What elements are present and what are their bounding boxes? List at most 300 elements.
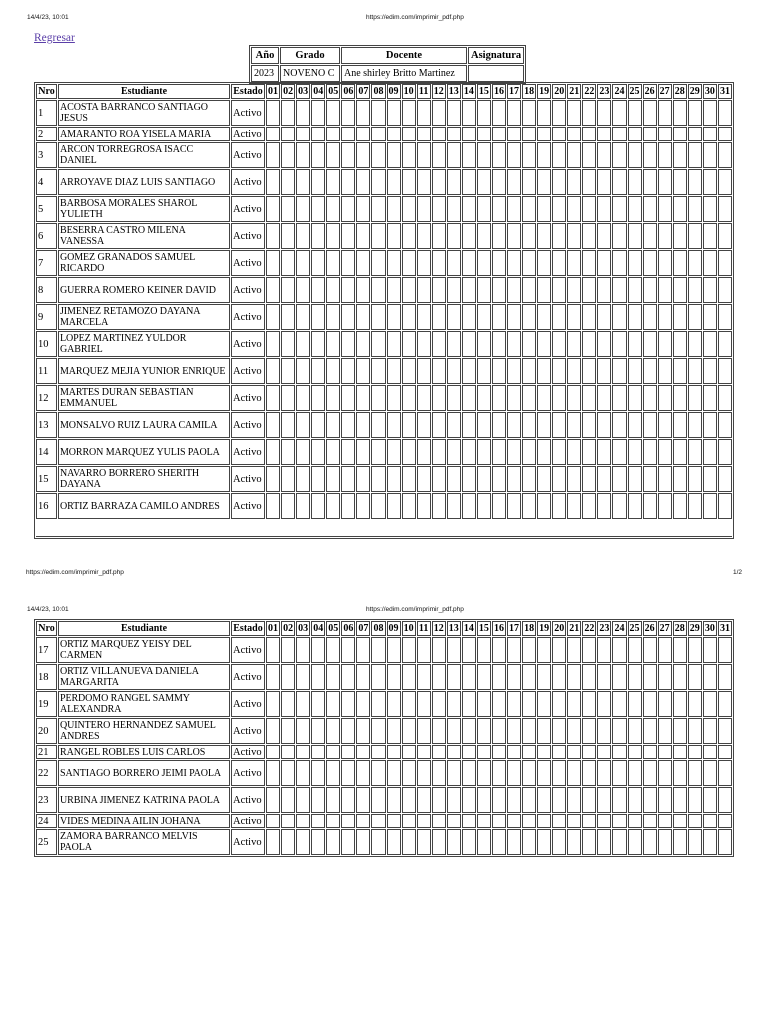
student-name: BARBOSA MORALES SHAROL YULIETH xyxy=(58,196,230,222)
attendance-cell xyxy=(703,829,717,855)
attendance-cell xyxy=(537,412,551,438)
attendance-cell xyxy=(281,439,295,465)
day-header: 25 xyxy=(628,621,642,636)
attendance-cell xyxy=(462,277,476,303)
attendance-cell xyxy=(281,127,295,141)
attendance-cell xyxy=(266,493,280,519)
page-number: 1/2 xyxy=(732,569,742,576)
student-name: ARCON TORREGROSA ISACC DANIEL xyxy=(58,142,230,168)
student-status: Activo xyxy=(231,745,265,759)
table-row xyxy=(36,358,732,384)
attendance-cell xyxy=(567,637,581,663)
attendance-cell xyxy=(628,439,642,465)
attendance-cell xyxy=(356,127,370,141)
attendance-cell xyxy=(718,493,732,519)
attendance-cell xyxy=(341,691,355,717)
attendance-cell xyxy=(522,829,536,855)
student-name: JIMENEZ RETAMOZO DAYANA MARCELA xyxy=(58,304,230,330)
header-row xyxy=(36,84,732,99)
row-number: 14 xyxy=(36,439,57,465)
attendance-cell xyxy=(552,760,566,786)
attendance-cell xyxy=(371,829,385,855)
attendance-cell xyxy=(522,169,536,195)
attendance-cell xyxy=(477,277,491,303)
attendance-cell xyxy=(447,637,461,663)
attendance-cell xyxy=(673,250,687,276)
attendance-cell xyxy=(281,760,295,786)
attendance-cell xyxy=(266,358,280,384)
attendance-cell xyxy=(432,787,446,813)
attendance-cell xyxy=(552,637,566,663)
attendance-cell xyxy=(628,829,642,855)
attendance-cell xyxy=(628,250,642,276)
attendance-cell xyxy=(582,358,596,384)
attendance-cell xyxy=(537,196,551,222)
attendance-cell xyxy=(688,829,702,855)
attendance-cell xyxy=(628,223,642,249)
attendance-cell xyxy=(552,127,566,141)
student-header: Estudiante xyxy=(58,84,230,99)
attendance-cell xyxy=(447,829,461,855)
attendance-cell xyxy=(371,439,385,465)
attendance-cell xyxy=(341,718,355,744)
attendance-table-page-1 xyxy=(34,82,734,539)
row-number: 7 xyxy=(36,250,57,276)
attendance-cell xyxy=(567,169,581,195)
attendance-cell xyxy=(492,385,506,411)
attendance-cell xyxy=(688,250,702,276)
attendance-cell xyxy=(658,664,672,690)
attendance-cell xyxy=(447,760,461,786)
row-number: 2 xyxy=(36,127,57,141)
attendance-cell xyxy=(462,250,476,276)
attendance-cell xyxy=(673,637,687,663)
attendance-cell xyxy=(688,127,702,141)
attendance-cell xyxy=(341,223,355,249)
attendance-cell xyxy=(673,787,687,813)
nro-header: Nro xyxy=(36,621,57,636)
attendance-cell xyxy=(643,277,657,303)
attendance-cell xyxy=(432,829,446,855)
attendance-cell xyxy=(477,760,491,786)
attendance-cell xyxy=(597,385,611,411)
attendance-cell xyxy=(567,493,581,519)
attendance-cell xyxy=(643,412,657,438)
attendance-cell xyxy=(507,304,521,330)
attendance-cell xyxy=(311,466,325,492)
attendance-cell xyxy=(447,142,461,168)
attendance-cell xyxy=(658,142,672,168)
attendance-cell xyxy=(688,412,702,438)
table-row xyxy=(36,127,732,141)
page-header xyxy=(0,14,768,26)
attendance-cell xyxy=(326,127,340,141)
attendance-cell xyxy=(402,169,416,195)
attendance-cell xyxy=(402,787,416,813)
attendance-cell xyxy=(612,277,626,303)
attendance-cell xyxy=(492,493,506,519)
row-number: 5 xyxy=(36,196,57,222)
student-name: MARQUEZ MEJIA YUNIOR ENRIQUE xyxy=(58,358,230,384)
attendance-cell xyxy=(552,100,566,126)
attendance-cell xyxy=(537,745,551,759)
attendance-cell xyxy=(296,331,310,357)
attendance-cell xyxy=(447,169,461,195)
attendance-cell xyxy=(266,466,280,492)
table-row xyxy=(36,691,732,717)
day-header: 31 xyxy=(718,84,732,99)
day-header: 26 xyxy=(643,621,657,636)
day-header: 02 xyxy=(281,621,295,636)
attendance-cell xyxy=(477,745,491,759)
attendance-cell xyxy=(402,304,416,330)
student-status: Activo xyxy=(231,664,265,690)
student-status: Activo xyxy=(231,127,265,141)
attendance-cell xyxy=(582,142,596,168)
attendance-cell xyxy=(718,439,732,465)
attendance-cell xyxy=(658,787,672,813)
attendance-cell xyxy=(281,358,295,384)
attendance-cell xyxy=(522,718,536,744)
attendance-cell xyxy=(703,385,717,411)
attendance-cell xyxy=(522,100,536,126)
student-name: ARROYAVE DIAZ LUIS SANTIAGO xyxy=(58,169,230,195)
attendance-cell xyxy=(658,466,672,492)
student-name: MORRON MARQUEZ YULIS PAOLA xyxy=(58,439,230,465)
attendance-cell xyxy=(658,439,672,465)
attendance-cell xyxy=(567,691,581,717)
attendance-cell xyxy=(673,664,687,690)
row-number: 8 xyxy=(36,277,57,303)
attendance-cell xyxy=(341,787,355,813)
attendance-cell xyxy=(703,250,717,276)
day-header: 19 xyxy=(537,84,551,99)
attendance-cell xyxy=(296,760,310,786)
day-header: 07 xyxy=(356,84,370,99)
attendance-cell xyxy=(567,250,581,276)
attendance-cell xyxy=(281,223,295,249)
attendance-cell xyxy=(281,664,295,690)
attendance-cell xyxy=(326,169,340,195)
attendance-cell xyxy=(387,760,401,786)
attendance-cell xyxy=(718,304,732,330)
attendance-cell xyxy=(402,637,416,663)
attendance-cell xyxy=(266,331,280,357)
attendance-cell xyxy=(537,127,551,141)
nro-header: Nro xyxy=(36,84,57,99)
day-header: 24 xyxy=(612,84,626,99)
attendance-cell xyxy=(311,127,325,141)
attendance-cell xyxy=(296,664,310,690)
day-header: 17 xyxy=(507,621,521,636)
status-header: Estado xyxy=(231,621,265,636)
attendance-cell xyxy=(552,466,566,492)
attendance-cell xyxy=(673,304,687,330)
attendance-cell xyxy=(673,814,687,828)
attendance-cell xyxy=(477,196,491,222)
day-header: 27 xyxy=(658,84,672,99)
attendance-cell xyxy=(311,829,325,855)
day-header: 27 xyxy=(658,621,672,636)
attendance-cell xyxy=(522,439,536,465)
student-status: Activo xyxy=(231,718,265,744)
attendance-cell xyxy=(492,142,506,168)
student-status: Activo xyxy=(231,250,265,276)
attendance-cell xyxy=(643,691,657,717)
attendance-cell xyxy=(492,100,506,126)
attendance-cell xyxy=(658,385,672,411)
attendance-cell xyxy=(462,439,476,465)
day-header: 24 xyxy=(612,621,626,636)
student-name: PERDOMO RANGEL SAMMY ALEXANDRA xyxy=(58,691,230,717)
attendance-cell xyxy=(628,127,642,141)
row-number: 6 xyxy=(36,223,57,249)
student-name: ORTIZ VILLANUEVA DANIELA MARGARITA xyxy=(58,664,230,690)
attendance-cell xyxy=(628,718,642,744)
day-header: 13 xyxy=(447,621,461,636)
attendance-cell xyxy=(597,466,611,492)
attendance-cell xyxy=(492,196,506,222)
attendance-cell xyxy=(447,196,461,222)
attendance-cell xyxy=(582,691,596,717)
attendance-cell xyxy=(643,760,657,786)
attendance-cell xyxy=(718,466,732,492)
attendance-cell xyxy=(703,493,717,519)
attendance-cell xyxy=(718,718,732,744)
attendance-cell xyxy=(417,358,431,384)
attendance-cell xyxy=(612,691,626,717)
day-header: 12 xyxy=(432,84,446,99)
day-header: 28 xyxy=(673,84,687,99)
day-header: 03 xyxy=(296,84,310,99)
row-number: 9 xyxy=(36,304,57,330)
attendance-cell xyxy=(432,196,446,222)
student-status: Activo xyxy=(231,100,265,126)
attendance-cell xyxy=(552,358,566,384)
attendance-cell xyxy=(326,718,340,744)
attendance-cell xyxy=(387,745,401,759)
attendance-cell xyxy=(296,250,310,276)
table-row xyxy=(36,787,732,813)
day-header: 21 xyxy=(567,621,581,636)
attendance-cell xyxy=(356,637,370,663)
attendance-cell xyxy=(417,466,431,492)
attendance-cell xyxy=(371,223,385,249)
attendance-cell xyxy=(402,466,416,492)
attendance-cell xyxy=(643,127,657,141)
attendance-cell xyxy=(402,358,416,384)
attendance-cell xyxy=(266,814,280,828)
attendance-cell xyxy=(387,637,401,663)
attendance-cell xyxy=(477,412,491,438)
row-number: 21 xyxy=(36,745,57,759)
attendance-cell xyxy=(462,760,476,786)
attendance-cell xyxy=(597,304,611,330)
attendance-cell xyxy=(507,439,521,465)
attendance-cell xyxy=(387,385,401,411)
attendance-cell xyxy=(296,127,310,141)
day-header: 20 xyxy=(552,621,566,636)
attendance-cell xyxy=(432,493,446,519)
attendance-cell xyxy=(718,637,732,663)
attendance-cell xyxy=(387,169,401,195)
attendance-cell xyxy=(597,412,611,438)
attendance-cell xyxy=(643,331,657,357)
attendance-cell xyxy=(643,358,657,384)
attendance-cell xyxy=(296,358,310,384)
attendance-cell xyxy=(597,100,611,126)
attendance-cell xyxy=(718,100,732,126)
day-header: 22 xyxy=(582,621,596,636)
table-row xyxy=(36,223,732,249)
attendance-cell xyxy=(492,127,506,141)
attendance-cell xyxy=(417,787,431,813)
attendance-cell xyxy=(311,439,325,465)
day-header: 08 xyxy=(371,84,385,99)
attendance-cell xyxy=(582,331,596,357)
attendance-cell xyxy=(477,169,491,195)
attendance-cell xyxy=(417,718,431,744)
attendance-cell xyxy=(311,304,325,330)
attendance-cell xyxy=(628,760,642,786)
attendance-cell xyxy=(462,664,476,690)
attendance-cell xyxy=(356,169,370,195)
attendance-cell xyxy=(356,142,370,168)
attendance-cell xyxy=(462,100,476,126)
attendance-cell xyxy=(552,664,566,690)
attendance-cell xyxy=(612,250,626,276)
attendance-cell xyxy=(688,277,702,303)
attendance-cell xyxy=(311,331,325,357)
row-number: 15 xyxy=(36,466,57,492)
row-number: 12 xyxy=(36,385,57,411)
attendance-cell xyxy=(432,466,446,492)
attendance-cell xyxy=(492,745,506,759)
attendance-cell xyxy=(612,169,626,195)
attendance-cell xyxy=(673,196,687,222)
student-name: MONSALVO RUIZ LAURA CAMILA xyxy=(58,412,230,438)
attendance-cell xyxy=(688,760,702,786)
attendance-cell xyxy=(507,142,521,168)
attendance-cell xyxy=(432,331,446,357)
table-row xyxy=(36,277,732,303)
attendance-cell xyxy=(507,787,521,813)
attendance-cell xyxy=(658,760,672,786)
attendance-cell xyxy=(417,493,431,519)
attendance-cell xyxy=(402,277,416,303)
attendance-cell xyxy=(417,760,431,786)
attendance-cell xyxy=(447,277,461,303)
attendance-cell xyxy=(326,466,340,492)
attendance-cell xyxy=(371,637,385,663)
attendance-cell xyxy=(703,760,717,786)
attendance-cell xyxy=(567,466,581,492)
day-header: 19 xyxy=(537,621,551,636)
attendance-cell xyxy=(612,745,626,759)
back-link[interactable]: Regresar xyxy=(34,32,75,44)
attendance-cell xyxy=(612,142,626,168)
attendance-cell xyxy=(597,637,611,663)
attendance-cell xyxy=(311,760,325,786)
attendance-cell xyxy=(492,439,506,465)
attendance-cell xyxy=(462,718,476,744)
attendance-cell xyxy=(341,466,355,492)
attendance-cell xyxy=(492,304,506,330)
attendance-cell xyxy=(387,787,401,813)
attendance-cell xyxy=(296,169,310,195)
day-header: 18 xyxy=(522,84,536,99)
day-header: 09 xyxy=(387,621,401,636)
attendance-cell xyxy=(477,814,491,828)
attendance-cell xyxy=(567,127,581,141)
attendance-cell xyxy=(371,466,385,492)
attendance-cell xyxy=(492,169,506,195)
attendance-cell xyxy=(341,331,355,357)
attendance-cell xyxy=(507,493,521,519)
attendance-cell xyxy=(643,787,657,813)
attendance-cell xyxy=(477,127,491,141)
attendance-cell xyxy=(371,358,385,384)
attendance-cell xyxy=(341,277,355,303)
day-header: 25 xyxy=(628,84,642,99)
attendance-cell xyxy=(507,127,521,141)
attendance-cell xyxy=(612,358,626,384)
attendance-cell xyxy=(537,358,551,384)
attendance-cell xyxy=(356,439,370,465)
attendance-cell xyxy=(567,439,581,465)
attendance-cell xyxy=(341,439,355,465)
attendance-cell xyxy=(266,691,280,717)
day-header: 13 xyxy=(447,84,461,99)
attendance-cell xyxy=(432,142,446,168)
attendance-cell xyxy=(326,493,340,519)
attendance-cell xyxy=(402,385,416,411)
attendance-cell xyxy=(673,829,687,855)
attendance-cell xyxy=(597,829,611,855)
attendance-cell xyxy=(371,814,385,828)
attendance-cell xyxy=(492,814,506,828)
attendance-cell xyxy=(266,745,280,759)
attendance-cell xyxy=(658,412,672,438)
attendance-cell xyxy=(371,664,385,690)
attendance-cell xyxy=(643,250,657,276)
student-status: Activo xyxy=(231,637,265,663)
attendance-cell xyxy=(266,385,280,411)
attendance-cell xyxy=(688,637,702,663)
attendance-cell xyxy=(597,169,611,195)
attendance-cell xyxy=(311,196,325,222)
attendance-cell xyxy=(522,787,536,813)
attendance-cell xyxy=(371,760,385,786)
attendance-cell xyxy=(597,787,611,813)
attendance-cell xyxy=(612,637,626,663)
attendance-cell xyxy=(492,664,506,690)
attendance-cell xyxy=(296,691,310,717)
attendance-cell xyxy=(507,745,521,759)
attendance-cell xyxy=(387,250,401,276)
attendance-cell xyxy=(597,127,611,141)
attendance-cell xyxy=(703,127,717,141)
attendance-cell xyxy=(417,250,431,276)
attendance-cell xyxy=(507,412,521,438)
table-row xyxy=(36,100,732,126)
attendance-cell xyxy=(658,127,672,141)
day-header: 14 xyxy=(462,84,476,99)
attendance-cell xyxy=(718,127,732,141)
attendance-cell xyxy=(703,718,717,744)
attendance-cell xyxy=(371,196,385,222)
attendance-cell xyxy=(387,142,401,168)
